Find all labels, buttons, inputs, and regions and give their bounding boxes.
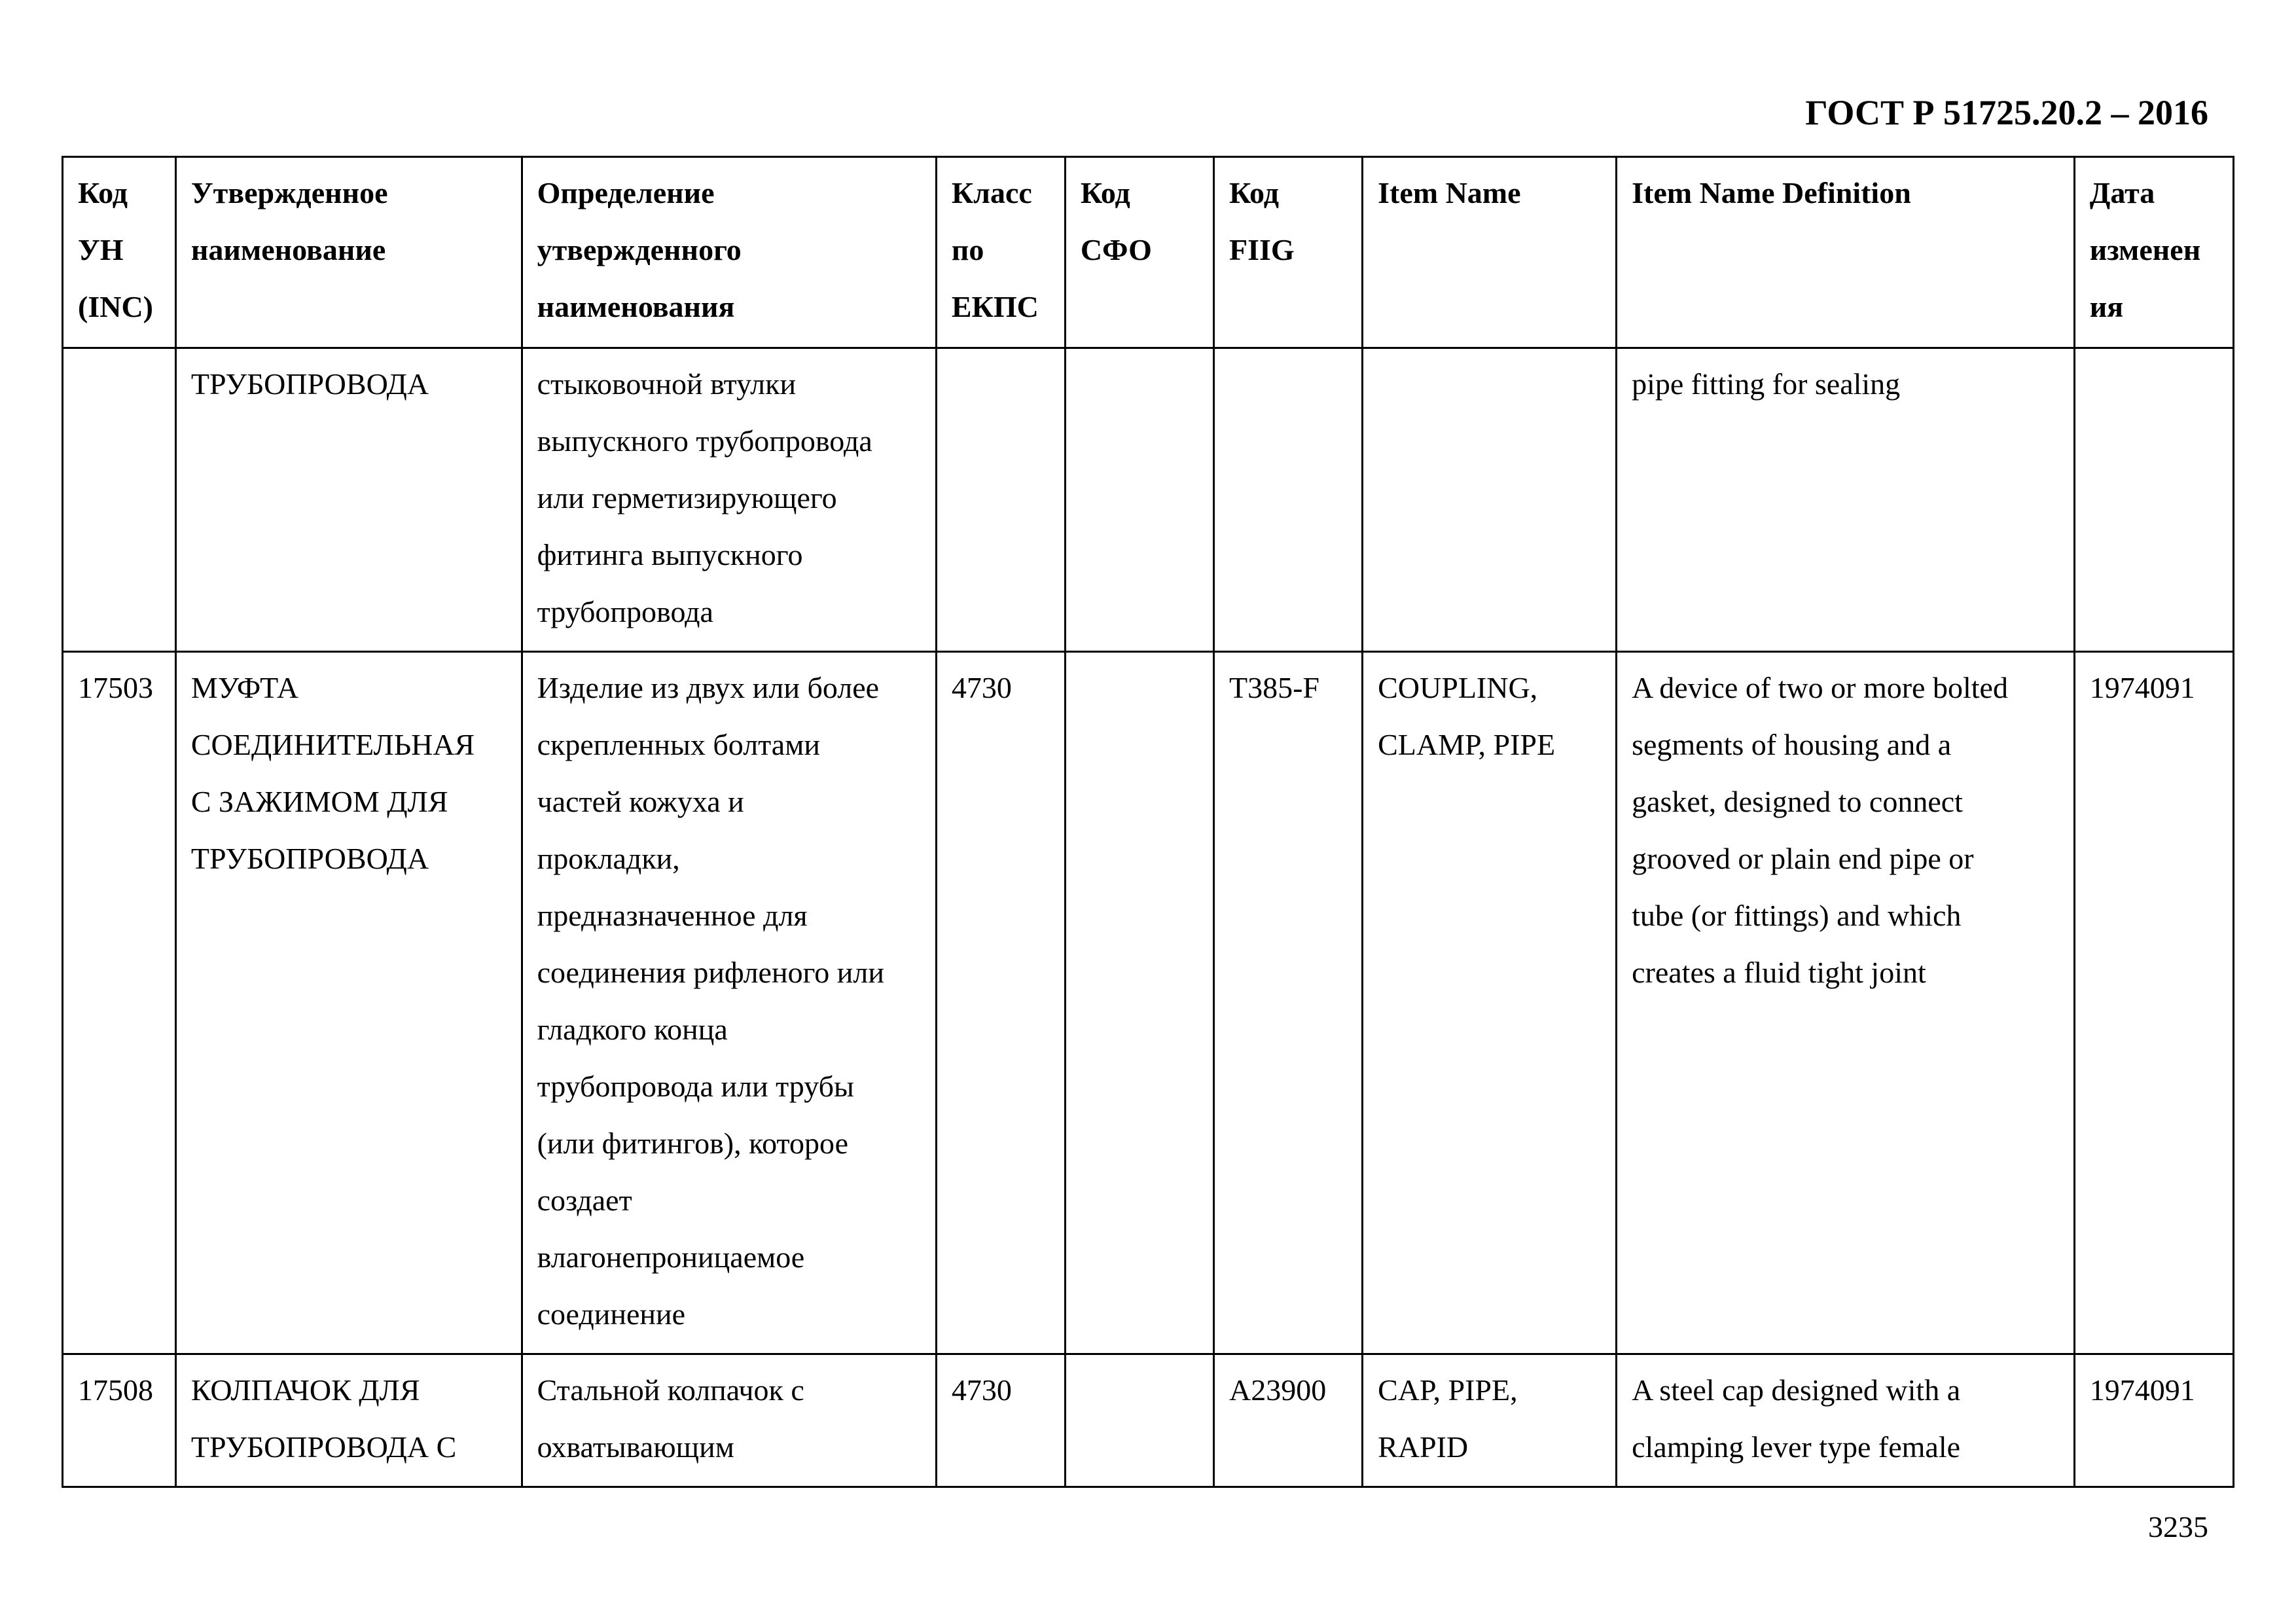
cell-line: соединение: [537, 1297, 686, 1331]
table-row: [63, 348, 2234, 652]
cell-line: гладкого конца: [537, 1013, 728, 1046]
cell-line: наименование: [190, 233, 386, 266]
cell-line: СФО: [1080, 233, 1152, 266]
cell-line: Код: [1080, 176, 1130, 209]
cell-fiig-code: [1213, 348, 1362, 652]
cell-approved-name-definition: [522, 652, 936, 1354]
cell-line: или герметизирующего: [537, 481, 837, 514]
cell-fsc-class: [936, 348, 1065, 652]
cell-line: С ЗАЖИМОМ ДЛЯ: [190, 785, 448, 818]
cell-line: по: [951, 233, 984, 266]
column-header-approved-name: [175, 157, 522, 348]
cell-change-date: [2074, 652, 2233, 1354]
cell-line: создает: [537, 1183, 632, 1217]
cell-approved-name: [175, 348, 522, 652]
cell-line: Изделие из двух или более: [537, 671, 880, 704]
cell-line: соединения рифленого или: [537, 956, 884, 989]
cell-line: 4730: [951, 671, 1012, 704]
cell-line: creates a fluid tight joint: [1632, 956, 1926, 989]
cell-line: СОЕДИНИТЕЛЬНАЯ: [190, 728, 475, 761]
cell-approved-name: [175, 652, 522, 1354]
cell-line: трубопровода: [537, 595, 713, 628]
cell-line: Item Name: [1378, 176, 1521, 209]
nomenclature-table: [62, 156, 2234, 1488]
cell-line: Код: [1229, 176, 1279, 209]
cell-item-name: [1363, 1354, 1617, 1487]
column-header-cage-code: [1065, 157, 1213, 348]
cell-item-name-definition: [1617, 348, 2075, 652]
cell-line: Стальной колпачок с: [537, 1373, 804, 1407]
cell-line: 4730: [951, 1373, 1012, 1407]
cell-line: 1974091: [2089, 1373, 2195, 1407]
cell-line: влагонепроницаемое: [537, 1240, 805, 1274]
cell-line: Класс: [951, 176, 1032, 209]
cell-line: предназначенное для: [537, 899, 808, 932]
cell-line: МУФТА: [190, 671, 299, 704]
cell-line: фитинга выпускного: [537, 538, 803, 571]
cell-line: утвержденного: [537, 233, 742, 266]
cell-line: clamping lever type female: [1632, 1430, 1961, 1464]
cell-line: выпускного трубопровода: [537, 424, 872, 458]
cell-line: 1974091: [2089, 671, 2195, 704]
cell-line: 17508: [78, 1373, 153, 1407]
cell-line: УН: [78, 233, 124, 266]
table-row: [63, 652, 2234, 1354]
cell-item-name: [1363, 348, 1617, 652]
cell-cage-code: [1065, 1354, 1213, 1487]
cell-approved-name: [175, 1354, 522, 1487]
cell-line: gasket, designed to connect: [1632, 785, 1963, 818]
cell-line: Код: [78, 176, 128, 209]
cell-line: A23900: [1229, 1373, 1327, 1407]
cell-line: CAP, PIPE,: [1378, 1373, 1518, 1407]
cell-inc-code: [63, 652, 176, 1354]
cell-line: наименования: [537, 290, 735, 323]
cell-line: (или фитингов), которое: [537, 1127, 848, 1160]
column-header-item-name-definition: [1617, 157, 2075, 348]
cell-line: RAPID: [1378, 1430, 1469, 1464]
cell-item-name: [1363, 652, 1617, 1354]
cell-fiig-code: [1213, 652, 1362, 1354]
cell-line: частей кожуха и: [537, 785, 744, 818]
cell-line: охватывающим: [537, 1430, 734, 1464]
cell-line: Дата: [2089, 176, 2155, 209]
cell-line: стыковочной втулки: [537, 367, 797, 401]
column-header-change-date: [2074, 157, 2233, 348]
cell-inc-code: [63, 348, 176, 652]
cell-fiig-code: [1213, 1354, 1362, 1487]
cell-line: tube (or fittings) and which: [1632, 899, 1962, 932]
cell-cage-code: [1065, 348, 1213, 652]
cell-line: CLAMP, PIPE: [1378, 728, 1556, 761]
cell-fsc-class: [936, 1354, 1065, 1487]
cell-line: Item Name Definition: [1632, 176, 1911, 209]
cell-line: Утвержденное: [190, 176, 388, 209]
cell-line: трубопровода или трубы: [537, 1070, 854, 1103]
table-header: [63, 157, 2234, 348]
page-number: 3235: [2148, 1510, 2208, 1543]
cell-line: КОЛПАЧОК ДЛЯ: [190, 1373, 420, 1407]
cell-line: (INC): [78, 290, 153, 323]
cell-line: прокладки,: [537, 842, 680, 875]
cell-line: ЕКПС: [951, 290, 1039, 323]
column-header-fiig-code: [1213, 157, 1362, 348]
cell-line: 17503: [78, 671, 153, 704]
cell-item-name-definition: [1617, 1354, 2075, 1487]
table-row: [63, 1354, 2234, 1487]
column-header-inc-code: [63, 157, 176, 348]
cell-line: ия: [2089, 290, 2124, 323]
cell-line: segments of housing and a: [1632, 728, 1952, 761]
cell-line: изменен: [2089, 233, 2201, 266]
cell-line: ТРУБОПРОВОДА: [190, 842, 429, 875]
cell-approved-name-definition: [522, 1354, 936, 1487]
cell-line: Определение: [537, 176, 715, 209]
cell-line: grooved or plain end pipe or: [1632, 842, 1974, 875]
cell-line: A steel cap designed with a: [1632, 1373, 1961, 1407]
cell-line: ТРУБОПРОВОДА: [190, 367, 429, 401]
cell-line: pipe fitting for sealing: [1632, 367, 1901, 401]
cell-fsc-class: [936, 652, 1065, 1354]
column-header-fsc-class: [936, 157, 1065, 348]
cell-item-name-definition: [1617, 652, 2075, 1354]
column-header-approved-name-definition: [522, 157, 936, 348]
column-header-item-name: [1363, 157, 1617, 348]
cell-cage-code: [1065, 652, 1213, 1354]
cell-line: T385-F: [1229, 671, 1319, 704]
cell-line: COUPLING,: [1378, 671, 1538, 704]
cell-line: скрепленных болтами: [537, 728, 820, 761]
cell-approved-name-definition: [522, 348, 936, 652]
cell-change-date: [2074, 348, 2233, 652]
header-row: [63, 157, 2234, 348]
cell-inc-code: [63, 1354, 176, 1487]
cell-line: A device of two or more bolted: [1632, 671, 2008, 704]
cell-line: FIIG: [1229, 233, 1295, 266]
cell-change-date: [2074, 1354, 2233, 1487]
table-body: [63, 348, 2234, 1487]
cell-line: ТРУБОПРОВОДА С: [190, 1430, 457, 1464]
document-header: ГОСТ Р 51725.20.2 – 2016: [1805, 93, 2208, 132]
